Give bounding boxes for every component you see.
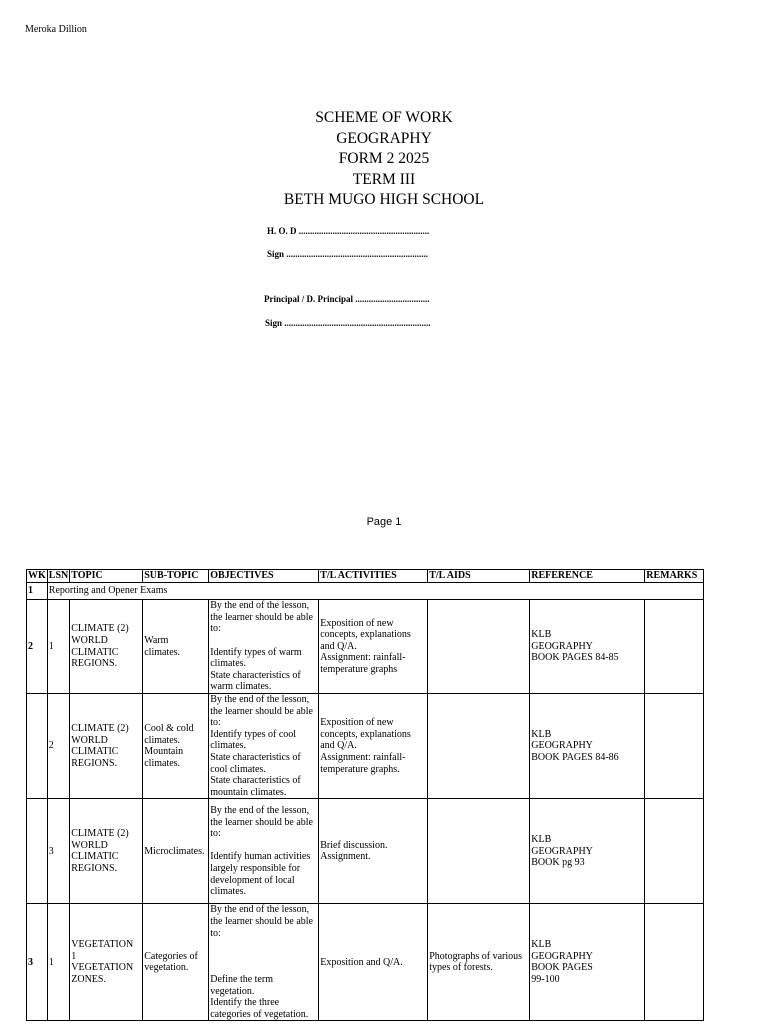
remarks-cell xyxy=(645,694,704,799)
objectives-cell-line: Define the term vegetation. xyxy=(210,973,273,997)
subtopic-cell-line: Microclimates. xyxy=(144,845,205,857)
topic-cell-line: 1 xyxy=(71,950,77,962)
objectives-cell-line: Identify types of cool climates. xyxy=(210,728,297,752)
reference-cell xyxy=(530,694,645,799)
table-row xyxy=(27,694,704,799)
topic-cell-line: CLIMATIC xyxy=(71,646,119,658)
scheme-table xyxy=(26,569,704,1021)
reference-cell-line: GEOGRAPHY xyxy=(531,845,593,857)
title-line: GEOGRAPHY xyxy=(336,129,432,147)
aids-cell xyxy=(428,600,530,694)
title-line: SCHEME OF WORK xyxy=(315,109,453,126)
activities-cell-line: Assignment. xyxy=(320,851,371,863)
reference-cell-line: BOOK PAGES 84-85 xyxy=(531,652,619,664)
topic-cell-line: VEGETATION xyxy=(71,939,134,951)
activities-cell-line: Exposition of new concepts, explanations and Q/A. xyxy=(320,617,411,652)
objectives-cell xyxy=(209,904,319,1021)
table-row xyxy=(27,904,704,1021)
lesson-cell: 1 xyxy=(47,904,69,1021)
column-header: LSN xyxy=(48,570,69,582)
exam-cell: Reporting and Opener Exams xyxy=(47,583,703,600)
subtopic-cell xyxy=(143,694,209,799)
reference-cell-line: GEOGRAPHY xyxy=(531,950,593,962)
subtopic-cell-line: Cool & cold climates. xyxy=(144,722,194,746)
column-header: SUB-TOPIC xyxy=(143,570,209,583)
objectives-cell xyxy=(209,600,319,694)
exam-week-row xyxy=(27,583,704,600)
objectives-cell-line xyxy=(210,840,317,852)
objectives-cell-line: State characteristics of cool climates. xyxy=(210,751,301,775)
subtopic-cell-line: Mountain climates. xyxy=(144,746,184,769)
reference-cell xyxy=(530,600,645,694)
title-block xyxy=(0,108,768,211)
topic-cell-line: CLIMATIC xyxy=(71,851,119,863)
topic-cell-line: REGIONS. xyxy=(71,757,118,769)
subtopic-cell xyxy=(143,904,209,1021)
principal-line: Principal / D. Principal ................................. xyxy=(264,294,430,304)
subtopic-cell-line: climates. xyxy=(144,646,181,658)
topic-cell-line: CLIMATE (2) xyxy=(71,623,129,635)
activities-cell-line: Assignment: rainfall-temperature graphs. xyxy=(320,751,406,775)
activities-cell-line: Brief discussion. xyxy=(320,839,388,851)
week-cell xyxy=(27,694,48,799)
lesson-cell: 2 xyxy=(47,694,69,799)
remarks-cell xyxy=(645,799,704,904)
subtopic-cell-line: Categories of vegetation. xyxy=(144,950,198,974)
objectives-cell-line: By the end of the lesson, the learner should be able to: xyxy=(210,904,313,939)
week-cell: 1 xyxy=(27,583,48,600)
topic-cell-line: REGIONS. xyxy=(71,658,118,670)
objectives-cell-line: State characteristics of mountain climates. xyxy=(210,775,301,798)
activities-cell-line: Exposition and Q/A. xyxy=(320,956,403,968)
page-number: Page 1 xyxy=(366,516,402,528)
column-header: OBJECTIVES xyxy=(209,570,319,583)
aids-cell xyxy=(428,799,530,904)
topic-cell-line: ZONES. xyxy=(71,973,106,985)
week-cell xyxy=(27,799,48,904)
remarks-cell xyxy=(645,904,704,1021)
subtopic-cell-line: Warm xyxy=(144,634,169,646)
topic-cell xyxy=(70,694,143,799)
aids-cell-line: Photographs of various types of forests. xyxy=(429,950,523,974)
title-line: FORM 2 2025 xyxy=(338,150,430,167)
objectives-cell-line: By the end of the lesson, the learner should be able to: xyxy=(210,694,313,729)
subtopic-cell xyxy=(143,799,209,904)
column-header: TOPIC xyxy=(70,570,143,583)
objectives-cell-line: Identify human activities largely responsible for development of local climates. xyxy=(210,851,311,898)
topic-cell-line: VEGETATION xyxy=(71,962,134,974)
reference-cell xyxy=(530,904,645,1021)
objectives-cell-line: State characteristics of warm climates. xyxy=(210,669,301,693)
objectives-cell-line xyxy=(210,962,317,974)
objectives-cell-line xyxy=(210,939,317,951)
hod-line: H. O. D .......................................................... xyxy=(267,226,430,236)
objectives-cell-line xyxy=(210,635,317,647)
activities-cell xyxy=(319,904,428,1021)
reference-cell-line: 99-100 xyxy=(531,973,560,985)
column-header: T/L AIDS xyxy=(428,570,530,583)
lesson-cell: 1 xyxy=(47,600,69,694)
aids-cell xyxy=(428,904,530,1021)
sign-line: Sign ................................................................. xyxy=(265,318,431,328)
table-header-row xyxy=(27,570,704,583)
activities-cell xyxy=(319,600,428,694)
objectives-cell-line: Identify the three categories of vegetation. xyxy=(210,997,309,1020)
topic-cell-line: WORLD xyxy=(71,634,108,646)
sign-line: Sign ............................................................... xyxy=(267,249,429,259)
objectives-cell xyxy=(209,799,319,904)
reference-cell-line: KLB xyxy=(531,939,552,951)
topic-cell-line: REGIONS. xyxy=(71,862,118,874)
reference-cell-line: BOOK PAGES xyxy=(531,962,593,974)
topic-cell-line: CLIMATE (2) xyxy=(71,722,129,734)
reference-cell-line: KLB xyxy=(531,629,552,641)
activities-cell-line: Assignment: rainfall-temperature graphs xyxy=(320,652,406,675)
remarks-cell xyxy=(645,600,704,694)
reference-cell-line: BOOK pg 93 xyxy=(531,857,585,869)
reference-cell-line: GEOGRAPHY xyxy=(531,740,593,752)
column-header: T/L ACTIVITIES xyxy=(319,570,428,583)
lesson-cell: 3 xyxy=(47,799,69,904)
reference-cell xyxy=(530,799,645,904)
objectives-cell xyxy=(209,694,319,799)
objectives-cell-line: Identify types of warm climates. xyxy=(210,646,302,670)
reference-cell-line: GEOGRAPHY xyxy=(531,640,593,652)
title-line: TERM III xyxy=(352,170,416,188)
objectives-cell-line: By the end of the lesson, the learner should be able to: xyxy=(210,600,313,635)
table-row xyxy=(27,799,704,904)
topic-cell-line: WORLD xyxy=(71,839,108,851)
reference-cell-line: KLB xyxy=(531,833,552,845)
table-row xyxy=(27,600,704,694)
reference-cell-line: BOOK PAGES 84-86 xyxy=(531,751,619,763)
column-header: REMARKS xyxy=(645,570,704,583)
activities-cell xyxy=(319,694,428,799)
topic-cell xyxy=(70,799,143,904)
column-header: REFERENCE xyxy=(530,570,645,583)
week-cell: 3 xyxy=(27,904,48,1021)
objectives-cell-line xyxy=(210,951,317,963)
topic-cell xyxy=(70,904,143,1021)
aids-cell xyxy=(428,694,530,799)
topic-cell xyxy=(70,600,143,694)
topic-cell-line: CLIMATE (2) xyxy=(71,828,129,840)
objectives-cell-line: By the end of the lesson, the learner should be able to: xyxy=(210,804,313,840)
reference-cell-line: KLB xyxy=(531,728,552,740)
title-line: BETH MUGO HIGH SCHOOL xyxy=(283,191,485,208)
subtopic-cell xyxy=(143,600,209,694)
author-name: Meroka Dillion xyxy=(25,24,87,35)
activities-cell xyxy=(319,799,428,904)
column-header: WK xyxy=(28,570,46,582)
activities-cell-line: Exposition of new concepts, explanations and Q/A. xyxy=(320,717,411,752)
topic-cell-line: WORLD xyxy=(71,734,108,746)
topic-cell-line: CLIMATIC xyxy=(71,746,119,758)
week-cell: 2 xyxy=(27,600,48,694)
